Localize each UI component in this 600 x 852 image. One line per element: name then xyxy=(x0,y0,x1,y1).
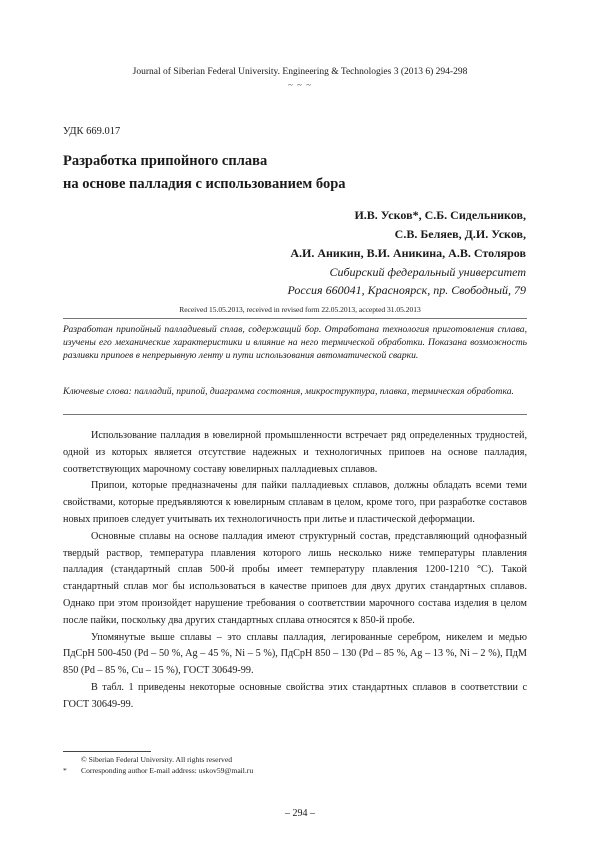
keywords: Ключевые слова: палладий, припой, диаграмма состояния, микроструктура, плавка, термическая обработка. xyxy=(63,386,514,397)
authors xyxy=(290,206,526,263)
footnote-copyright xyxy=(63,754,253,765)
body-paragraph: Использование палладия в ювелирной промышленности встречает ряд определенных трудностей, одной из которых является отсутствие надежных и технологичных припоев на основе палладия, соответствующих марочному составу ювелирных палладиевых сплавов. xyxy=(63,430,527,475)
title-line: на основе палладия с использованием бора xyxy=(63,176,346,192)
received-dates: Received 15.05.2013, received in revised form 22.05.2013, accepted 31.05.2013 xyxy=(179,305,421,314)
footnote-mark xyxy=(63,754,81,765)
abstract: Разработан припойный палладиевый сплав, содержащий бор. Отработана технология приготовления сплава, изучены его механические характеристики и влияние на него термической обработки. Показана возможность разливки припоев в непрерывную ленту и пути использования автоматической сварки. xyxy=(63,324,527,362)
footnote-text: © Siberian Federal University. All rights reserved xyxy=(81,755,232,764)
footnotes xyxy=(63,754,253,776)
authors-line: И.В. Усков*, С.Б. Сидельников, xyxy=(354,208,526,222)
footnote-mark: * xyxy=(63,766,67,775)
footnote-rule xyxy=(63,751,151,752)
affiliation-line: Сибирский федеральный университет xyxy=(329,265,526,279)
affiliation xyxy=(288,263,527,299)
footnote-corresponding-author xyxy=(63,765,253,776)
body-paragraph: В табл. 1 приведены некоторые основные свойства этих стандартных сплавов в соответствии с ГОСТ 30649-99. xyxy=(63,681,527,710)
title-line: Разработка припойного сплава xyxy=(63,153,268,169)
footnote-text: Corresponding author E-mail address: uskov59@mail.ru xyxy=(81,766,254,775)
journal-header: Journal of Siberian Federal University. Engineering & Technologies 3 (2013 6) 294-298 xyxy=(132,67,468,77)
affiliation-line: Россия 660041, Красноярск, пр. Свободный, 79 xyxy=(287,283,526,297)
paper-title xyxy=(63,150,346,196)
body-paragraph: Припои, которые предназначены для пайки палладиевых сплавов, должны обладать всеми теми свойствами, которые предъявляются к ювелирным сплавам в целом, кроме того, при разработке составов новых припоев следует учитывать их технологичность при литье и пластической деформации. xyxy=(63,480,527,525)
body-paragraph: Упомянутые выше сплавы – это сплавы палладия, легированные серебром, никелем и медью ПдСрН 500-450 (Pd – 50 %, Ag – 45 %, Ni – 5 %), ПдСрН 850 – 130 (Pd – 85 %, Ag – 13 %, Ni – 2 %), ПдМ 850 (Pd – 85 %, Cu – 15 %), ГОСТ 30649-99. xyxy=(63,631,527,677)
udc-code: УДК 669.017 xyxy=(63,126,121,137)
abstract-top-rule xyxy=(63,318,527,319)
authors-line: С.В. Беляев, Д.И. Усков, xyxy=(394,227,526,241)
body-paragraph: Основные сплавы на основе палладия имеют структурный состав, представляющий однофазный твердый раствор, температура плавления которого лишь несколько ниже температуры плавления палладия (стандартный сплав 500-й пробы имеет температуру плавления 1200-1210 °С). Такой стандартный сплав мог бы использоваться в качестве припоев для двух других стандартных сплавов. Однако при этом произойдет нарушение требования о соответствии марочного состава изделия в целом после пайки, поскольку два других стандартных сплава относятся к 850-й пробе. xyxy=(63,530,527,626)
body-text xyxy=(63,428,527,714)
header-separator: ~ ~ ~ xyxy=(287,80,313,90)
page-number: – 294 – xyxy=(285,808,315,819)
authors-line: А.И. Аникин, В.И. Аникина, А.В. Столяров xyxy=(290,246,526,260)
abstract-bottom-rule xyxy=(63,414,527,415)
